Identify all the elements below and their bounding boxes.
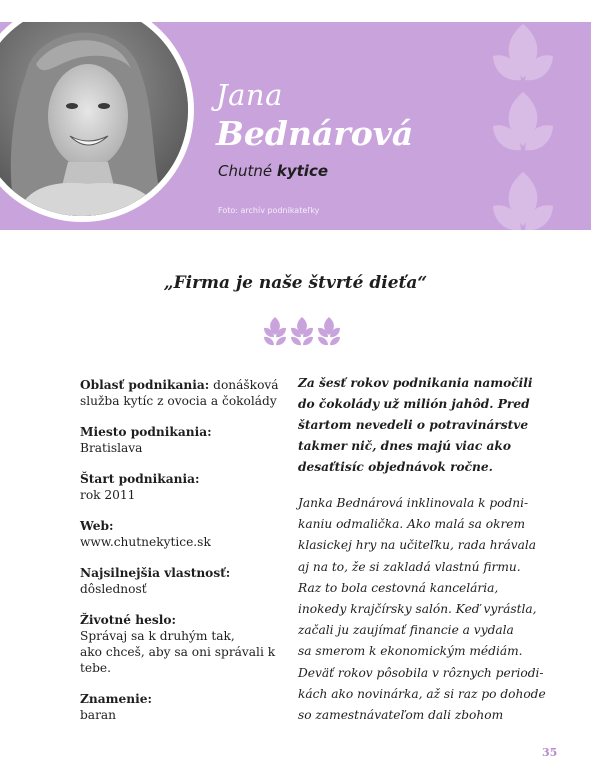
fact-value: www.chutnekytice.sk <box>80 535 211 549</box>
wheat-divider-icon <box>262 316 342 346</box>
fact-value: baran <box>80 708 117 722</box>
fact-label: Znamenie: <box>80 692 153 706</box>
fact-label: Web: <box>80 519 114 533</box>
person-last-name: Bednárová <box>216 114 414 153</box>
fact-value: služba kytíc z ovocia a čokolády <box>80 394 277 408</box>
fact-label: Životné heslo: <box>80 613 176 627</box>
leaf-decoration-icon <box>488 22 558 230</box>
fact-business-area <box>80 377 280 409</box>
headline-quote: „Firma je naše štvrté dieťa“ <box>163 273 428 293</box>
fact-value: donášková <box>209 378 279 392</box>
fact-motto <box>80 612 280 676</box>
fact-label: Oblasť podnikania: <box>80 378 210 392</box>
person-first-name: Jana <box>216 78 283 112</box>
fact-start <box>80 471 280 503</box>
fact-value: ako chceš, aby sa oni správali k tebe. <box>80 645 276 675</box>
fact-value: Správaj sa k druhým tak, <box>80 629 235 643</box>
fact-web <box>80 518 280 550</box>
fact-label: Miesto podnikania: <box>80 425 212 439</box>
article-column <box>298 373 548 726</box>
fact-value: Bratislava <box>80 441 143 455</box>
article-body: Janka Bednárová inklinovala k podni- kaniu odmalička. Ako malá sa okrem klasickej hry na učiteľku, rada hrávala aj na to, že si zakladá vlastnú firmu. Raz to bola cestovná kancelária, inokedy krajčírsky salón. Keď vyrástla, začali ju zaujímať financie a vydala sa smerom k ekonomickým médiám. Deväť rokov pôsobila v rôznych periodi- kách ako novinárka, až si raz po dohode so zamestnávateľom dali zbohom <box>298 496 546 723</box>
fact-location <box>80 424 280 456</box>
header-banner <box>0 22 591 230</box>
photo-credit: Foto: archív podnikateľky <box>218 206 320 215</box>
fact-strength <box>80 565 280 597</box>
fact-value: dôslednosť <box>80 582 147 596</box>
article-lead: Za šesť rokov podnikania namočili do čokolády už milión jahôd. Pred štartom nevedeli o potravinárstve takmer nič, dnes majú viac ako desaťtisíc objednávok ročne. <box>298 376 533 474</box>
fact-value: rok 2011 <box>80 488 136 502</box>
facts-column <box>80 377 280 738</box>
company-name: Chutné kytice <box>218 162 329 180</box>
page-number: 35 <box>542 746 558 759</box>
fact-label: Štart podnikania: <box>80 472 200 486</box>
fact-zodiac <box>80 691 280 723</box>
portrait-photo <box>0 22 196 230</box>
fact-label: Najsilnejšia vlastnosť: <box>80 566 231 580</box>
